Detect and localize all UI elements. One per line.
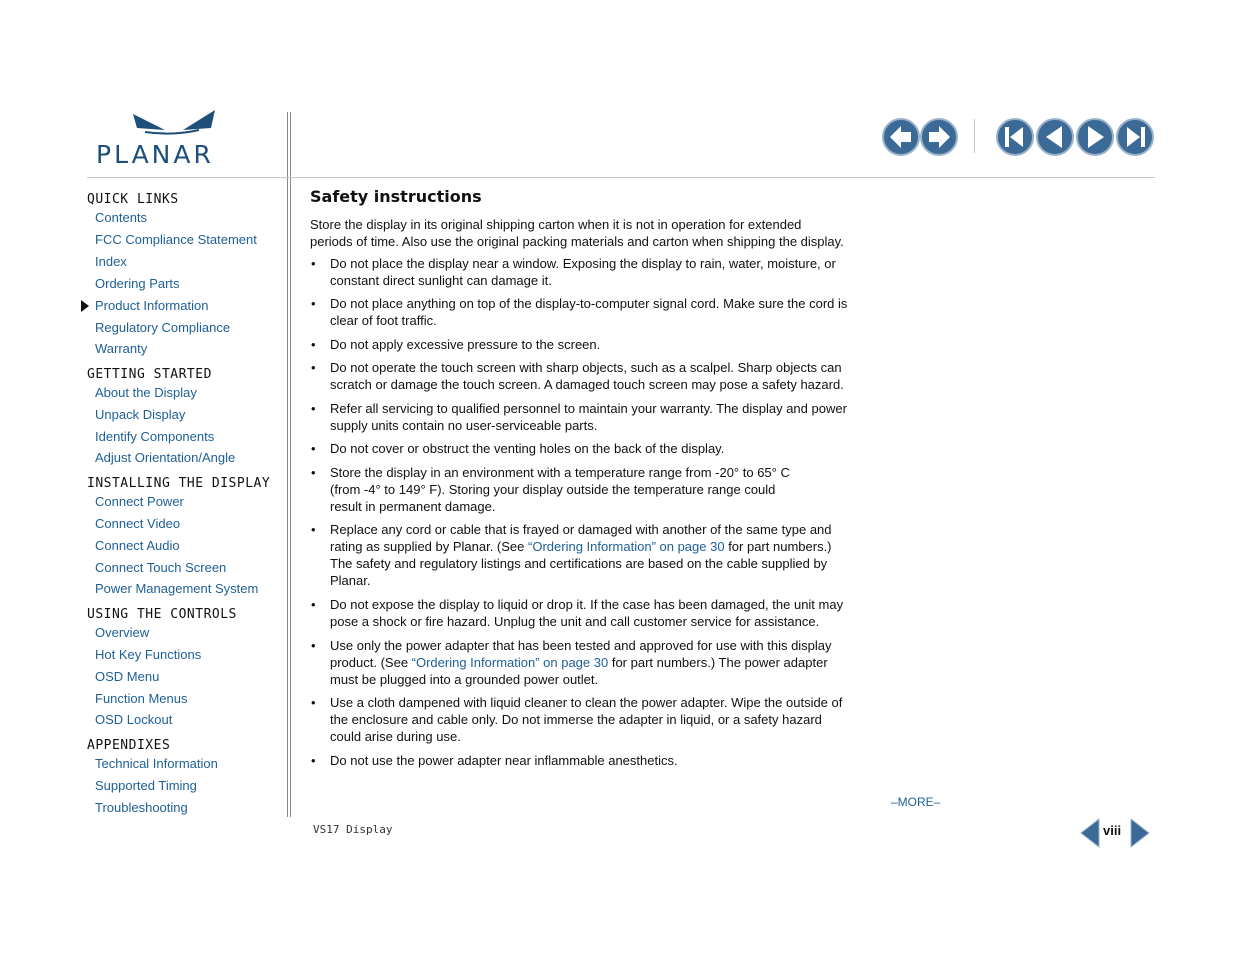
last-page-icon	[1117, 119, 1153, 155]
page-prev-button[interactable]	[1080, 818, 1100, 848]
ordering-information-link[interactable]: “Ordering Information” on page 30	[528, 539, 725, 554]
planar-logo-text: PLANAR	[96, 140, 214, 169]
bullet-icon: •	[311, 638, 316, 653]
bullet-item: Store the display in an environment with a temperature range from -20° to 65° C (from -4° to 149° F). Storing your display outside the temperature range could result in permanent damage.	[330, 465, 790, 514]
bullet-icon: •	[311, 465, 316, 480]
sidebar-heading-appendixes: APPENDIXES	[87, 738, 171, 753]
bullet-icon: •	[311, 753, 316, 768]
ordering-information-link[interactable]: “Ordering Information” on page 30	[411, 655, 609, 670]
bullet-item: Do not cover or obstruct the venting holes on the back of the display.	[330, 441, 725, 456]
sidebar-heading-getting-started: GETTING STARTED	[87, 367, 212, 382]
sidebar-link-contents[interactable]: Contents	[95, 210, 148, 225]
sidebar-link-about-display[interactable]: About the Display	[95, 385, 197, 400]
sidebar-link-overview[interactable]: Overview	[95, 625, 150, 640]
bullet-item: Do not place anything on top of the display-to-computer signal cord. Make sure the cord is clear of foot traffic.	[330, 296, 848, 328]
sidebar-link-hot-key-functions[interactable]: Hot Key Functions	[95, 647, 202, 662]
sidebar-link-identify-components[interactable]: Identify Components	[95, 429, 215, 444]
sidebar-link-function-menus[interactable]: Function Menus	[95, 691, 188, 706]
back-button[interactable]	[881, 117, 921, 157]
bullet-item: Do not expose the display to liquid or drop it. If the case has been damaged, the unit may pose a shock or fire hazard. Unplug the unit and call customer service for assistance.	[330, 597, 844, 629]
next-page-button[interactable]	[1075, 117, 1115, 157]
bullet-item: Do not operate the touch screen with sharp objects, such as a scalpel. Sharp objects can scratch or damage the touch screen. A damaged touch screen may pose a safety hazard.	[330, 360, 844, 392]
bullet-icon: •	[311, 401, 316, 416]
bullet-icon: •	[311, 296, 316, 311]
sidebar-divider	[287, 112, 288, 817]
bullet-icon: •	[311, 441, 316, 456]
page-next-icon	[1131, 819, 1149, 847]
bullet-item: Refer all servicing to qualified personnel to maintain your warranty. The display and power supply units contain no user-serviceable parts.	[330, 401, 847, 433]
bullet-item: Use a cloth dampened with liquid cleaner to clean the power adapter. Wipe the outside of the enclosure and cable only. Do not immerse the adapter in liquid, or a safety hazard could arise during use.	[330, 695, 843, 744]
sidebar-heading-using-controls: USING THE CONTROLS	[87, 607, 237, 622]
first-page-button[interactable]	[995, 117, 1035, 157]
previous-page-icon	[1037, 119, 1073, 155]
bullet-icon: •	[311, 597, 316, 612]
sidebar-link-power-management[interactable]: Power Management System	[95, 581, 259, 596]
bullet-icon: •	[311, 337, 316, 352]
sidebar-link-osd-menu[interactable]: OSD Menu	[95, 669, 160, 684]
nav-divider	[974, 119, 975, 153]
sidebar-link-index[interactable]: Index	[95, 254, 127, 269]
sidebar-heading-installing: INSTALLING THE DISPLAY	[87, 476, 271, 491]
sidebar-link-product-information[interactable]: Product Information	[95, 298, 209, 313]
forward-arrow-icon	[921, 119, 957, 155]
bullet-item: Replace any cord or cable that is frayed or damaged with another of the same type and rating as supplied by Planar. (See “Ordering Information” on page 30 for part numbers.) The safety and regulatory listings and certifications are based on the cable supplied by Planar.	[330, 522, 832, 588]
page-number: viii	[1103, 823, 1122, 838]
sidebar-link-adjust-orientation[interactable]: Adjust Orientation/Angle	[95, 450, 236, 465]
sidebar-link-unpack-display[interactable]: Unpack Display	[95, 407, 186, 422]
intro-paragraph: Store the display in its original shipping carton when it is not in operation for extended periods of time. Also use the original packing materials and carton when shipping the display.	[310, 217, 844, 249]
more-indicator: –MORE–	[891, 795, 941, 809]
sidebar-link-ordering-parts[interactable]: Ordering Parts	[95, 276, 180, 291]
page-prev-icon	[1081, 819, 1099, 847]
bullet-icon: •	[311, 360, 316, 375]
page-next-button[interactable]	[1130, 818, 1150, 848]
sidebar-divider-inner	[290, 112, 291, 817]
sidebar-link-connect-power[interactable]: Connect Power	[95, 494, 184, 509]
bullet-icon: •	[311, 695, 316, 710]
sidebar-link-supported-timing[interactable]: Supported Timing	[95, 778, 197, 793]
sidebar-link-fcc-compliance[interactable]: FCC Compliance Statement	[95, 232, 257, 247]
first-page-icon	[997, 119, 1033, 155]
sidebar-link-warranty[interactable]: Warranty	[95, 341, 148, 356]
forward-button[interactable]	[919, 117, 959, 157]
sidebar-heading-quick-links: QUICK LINKS	[87, 192, 179, 207]
sidebar-link-troubleshooting[interactable]: Troubleshooting	[95, 800, 188, 815]
sidebar-link-osd-lockout[interactable]: OSD Lockout	[95, 712, 173, 727]
last-page-button[interactable]	[1115, 117, 1155, 157]
current-page-marker-icon	[81, 300, 89, 312]
back-arrow-icon	[883, 119, 919, 155]
bullet-item: Use only the power adapter that has been tested and approved for use with this display product. (See “Ordering Information” on page 30 for part numbers.) The power adapter must be plugged into a grounded power outlet.	[330, 638, 832, 687]
sidebar-link-connect-video[interactable]: Connect Video	[95, 516, 181, 531]
document-title-footer: VS17 Display	[313, 823, 393, 836]
previous-page-button[interactable]	[1035, 117, 1075, 157]
next-page-icon	[1077, 119, 1113, 155]
sidebar-link-technical-information[interactable]: Technical Information	[95, 756, 218, 771]
bullet-icon: •	[311, 522, 316, 537]
bullet-icon: •	[311, 256, 316, 271]
page-title: Safety instructions	[310, 187, 482, 206]
bullet-item: Do not apply excessive pressure to the screen.	[330, 337, 601, 352]
sidebar-link-connect-audio[interactable]: Connect Audio	[95, 538, 180, 553]
sidebar-link-regulatory-compliance[interactable]: Regulatory Compliance	[95, 320, 231, 335]
bullet-item: Do not use the power adapter near inflammable anesthetics.	[330, 753, 678, 768]
sidebar-link-connect-touch-screen[interactable]: Connect Touch Screen	[95, 560, 227, 575]
bullet-item: Do not place the display near a window. Exposing the display to rain, water, moisture, or constant direct sunlight can damage it.	[330, 256, 836, 288]
header-divider	[87, 177, 1155, 178]
